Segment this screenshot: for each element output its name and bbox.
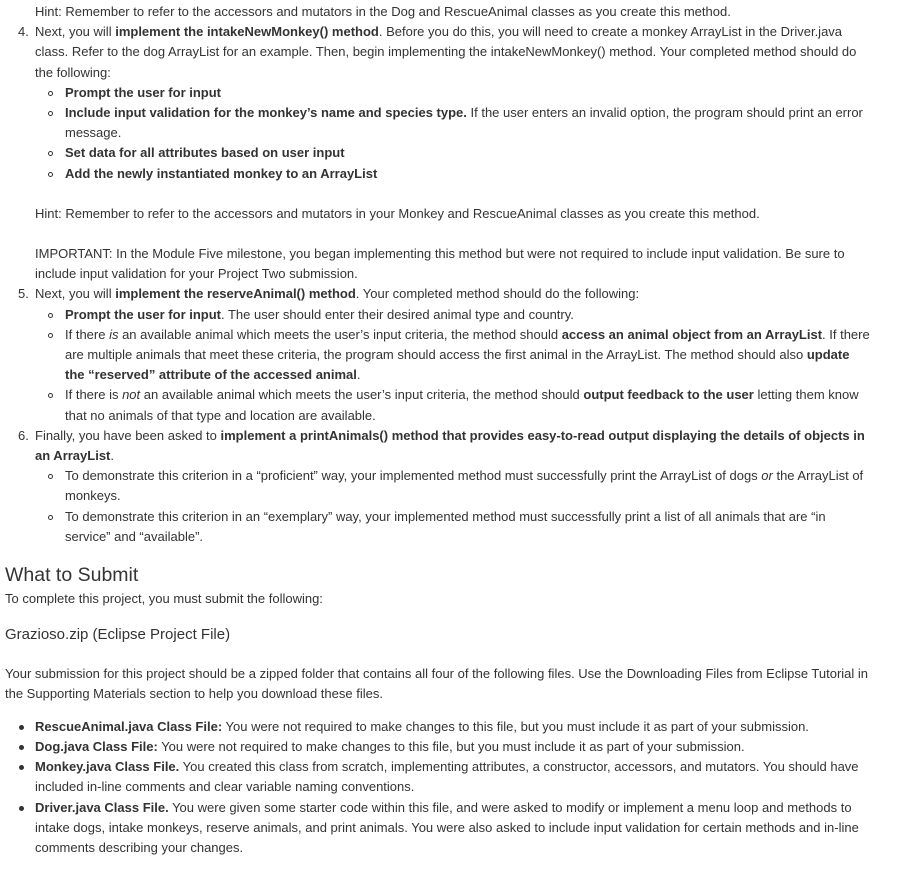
circle-bullet-icon bbox=[48, 91, 53, 96]
circle-bullet-icon bbox=[48, 333, 53, 338]
bold-text: access an animal object from an ArrayList bbox=[561, 326, 823, 342]
submission-description: Your submission for this project should be a zipped folder that contains all four of the following files. Use the Downloading Files from Eclipse Tutorial in the Supporting Materials section to help you download these files. bbox=[5, 666, 869, 702]
list-item bbox=[65, 143, 871, 163]
text: . If there are multiple animals that meet these criteria, the program should access the first animal in the ArrayList. The method should also bbox=[65, 326, 870, 363]
list-item bbox=[35, 717, 871, 737]
file-name: Dog.java Class File: bbox=[35, 738, 158, 754]
text: If the user enters an invalid option, the program should print an error message. bbox=[65, 105, 863, 141]
hint-monkey-methods: Hint: Remember to refer to the accessors and mutators in your Monkey and RescueAnimal classes as you create this method. bbox=[35, 205, 760, 221]
bold-text: Prompt the user for input bbox=[65, 306, 221, 322]
file-list bbox=[5, 717, 871, 858]
circle-bullet-icon bbox=[48, 151, 53, 156]
step-6-sublist bbox=[35, 466, 871, 547]
file-name: Driver.java Class File. bbox=[35, 799, 169, 815]
list-item bbox=[65, 103, 871, 143]
step-5-sublist bbox=[35, 305, 871, 426]
list-item bbox=[65, 466, 871, 506]
step-4-sublist bbox=[35, 83, 871, 184]
steps-list bbox=[5, 22, 871, 547]
italic-text: is bbox=[109, 326, 119, 342]
file-description: You were not required to make changes to this file, but you must include it as part of your submission. bbox=[157, 738, 745, 754]
text: Next, you will bbox=[35, 24, 116, 40]
bold-text: implement a printAnimals() method that provides easy-to-read output displaying the details of objects in an ArrayList bbox=[35, 427, 865, 464]
text: If there is bbox=[65, 387, 123, 403]
submit-intro: To complete this project, you must submit the following: bbox=[5, 591, 323, 607]
step-number: 5. bbox=[18, 286, 29, 302]
text: To demonstrate this criterion in an “exemplary” way, your implemented method must successfully print a list of all animals that are “in service” and “available”. bbox=[65, 508, 826, 544]
text: . bbox=[110, 448, 115, 464]
bullet-icon bbox=[19, 745, 24, 750]
list-item bbox=[35, 737, 871, 757]
text: To demonstrate this criterion in a “proficient” way, your implemented method must successfully print the ArrayList of dogs bbox=[65, 468, 762, 484]
file-description: You were given some starter code within this file, and were asked to modify or implement a menu loop and methods to intake dogs, intake monkeys, reserve animals, and print animals. You were also asked to include input validation for certain methods and in-line comments describing your changes. bbox=[35, 799, 859, 855]
list-item bbox=[65, 305, 871, 325]
text: . The user should enter their desired animal type and country. bbox=[221, 306, 574, 322]
step-6 bbox=[18, 426, 871, 547]
bold-text: Add the newly instantiated monkey to an ArrayList bbox=[65, 165, 378, 181]
circle-bullet-icon bbox=[48, 515, 53, 520]
italic-text: not bbox=[122, 387, 141, 403]
hint-dog-methods: Hint: Remember to refer to the accessors and mutators in the Dog and RescueAnimal classes as you create this method. bbox=[35, 4, 731, 19]
text: letting them know that no animals of that type and location are available. bbox=[65, 387, 859, 423]
file-description: You created this class from scratch, implementing attributes, a constructor, accessors, and mutators. You should have included in-line comments and clear variable naming conventions. bbox=[35, 759, 859, 795]
text: Next, you will bbox=[35, 286, 116, 302]
circle-bullet-icon bbox=[48, 172, 53, 177]
bold-text: update the “reserved” attribute of the accessed animal bbox=[65, 347, 850, 383]
bullet-icon bbox=[19, 725, 24, 730]
bullet-icon bbox=[19, 765, 24, 770]
bold-text: Set data for all attributes based on user input bbox=[65, 145, 345, 161]
step-number: 4. bbox=[18, 24, 29, 40]
file-name: RescueAnimal.java Class File: bbox=[35, 718, 223, 734]
bold-text: output feedback to the user bbox=[583, 387, 754, 403]
text: an available animal which meets the user’s input criteria, the method should bbox=[140, 387, 584, 403]
circle-bullet-icon bbox=[48, 313, 53, 318]
text: . bbox=[356, 367, 361, 383]
step-number: 6. bbox=[18, 427, 29, 443]
file-name: Monkey.java Class File. bbox=[35, 759, 180, 775]
step-4 bbox=[18, 22, 871, 284]
subheading-grazioso-zip: Grazioso.zip (Eclipse Project File) bbox=[5, 626, 231, 644]
circle-bullet-icon bbox=[48, 111, 53, 116]
italic-text: or bbox=[761, 468, 773, 484]
text: the ArrayList of monkeys. bbox=[65, 468, 864, 504]
text: If there bbox=[65, 326, 110, 342]
section-heading-what-to-submit: What to Submit bbox=[5, 564, 139, 587]
bold-text: Prompt the user for input bbox=[65, 84, 221, 100]
step-5 bbox=[18, 284, 871, 425]
circle-bullet-icon bbox=[48, 474, 53, 479]
list-item bbox=[65, 385, 871, 425]
list-item bbox=[35, 798, 871, 859]
bullet-icon bbox=[19, 806, 24, 811]
file-description: You were not required to make changes to this file, but you must include it as part of your submission. bbox=[222, 718, 809, 734]
text: . Your completed method should do the following: bbox=[355, 286, 640, 302]
circle-bullet-icon bbox=[48, 393, 53, 398]
list-item bbox=[65, 83, 871, 103]
bold-text: Include input validation for the monkey’s name and species type. bbox=[65, 105, 467, 121]
text: an available animal which meets the user’s input criteria, the method should bbox=[118, 326, 562, 342]
list-item bbox=[65, 325, 871, 386]
bold-text: implement the reserveAnimal() method bbox=[115, 286, 356, 302]
text: . Before you do this, you will need to create a monkey ArrayList in the Driver.java class. Refer to the dog ArrayList for an example. Then, begin implementing the intakeNewMonkey() method. Your completed method should do the following: bbox=[35, 24, 857, 80]
important-note: IMPORTANT: In the Module Five milestone, you began implementing this method but were not required to include input validation. Be sure to include input validation for your Project Two submission. bbox=[35, 246, 845, 282]
list-item bbox=[65, 507, 871, 547]
text: Finally, you have been asked to bbox=[35, 427, 221, 443]
list-item bbox=[35, 757, 871, 797]
list-item bbox=[65, 164, 871, 184]
bold-text: implement the intakeNewMonkey() method bbox=[115, 24, 379, 40]
